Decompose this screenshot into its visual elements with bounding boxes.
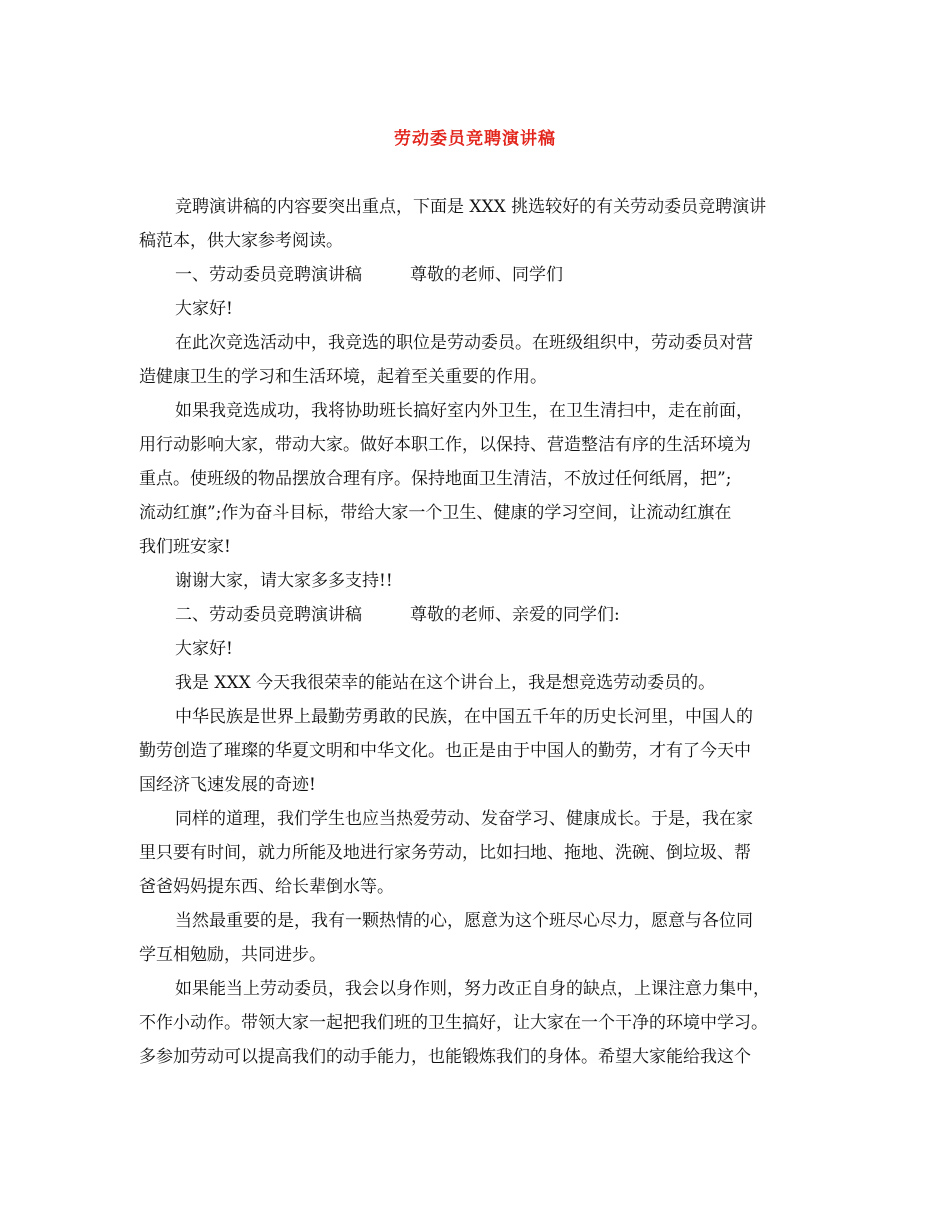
- document-body: [139, 190, 819, 1074]
- text-line: 稿范本，供大家参考阅读。: [139, 231, 343, 251]
- text-line: 用行动影响大家，带动大家。做好本职工作，以保持、营造整洁有序的生活环境为: [139, 435, 751, 455]
- text-line: 学互相勉励，共同进步。: [139, 945, 326, 965]
- text-line: 造健康卫生的学习和生活环境，起着至关重要的作用。: [139, 367, 547, 387]
- text-line: 爸爸妈妈提东西、给长辈倒水等。: [139, 877, 394, 897]
- section-heading-1: 一、劳动委员竞聘演讲稿 尊敬的老师、同学们: [175, 265, 563, 285]
- text-line: 当然最重要的是，我有一颗热情的心，愿意为这个班尽心尽力，愿意与各位同: [175, 911, 753, 931]
- section-heading-2: 二、劳动委员竞聘演讲稿 尊敬的老师、亲爱的同学们:: [175, 605, 620, 625]
- text-line: 我是 XXX 今天我很荣幸的能站在这个讲台上，我是想竞选劳动委员的。: [175, 673, 716, 693]
- text-line: 流动红旗”;作为奋斗目标，带给大家一个卫生、健康的学习空间，让流动红旗在: [139, 503, 732, 523]
- text-line: 大家好!: [175, 639, 233, 659]
- text-line: 中华民族是世界上最勤劳勇敢的民族，在中国五千年的历史长河里，中国人的: [175, 707, 753, 727]
- text-line: 勤劳创造了璀璨的华夏文明和中华文化。也正是由于中国人的勤劳，才有了今天中: [139, 741, 751, 761]
- text-line: 如果我竞选成功，我将协助班长搞好室内外卫生，在卫生清扫中，走在前面，: [175, 401, 753, 421]
- text-line: 大家好!: [175, 299, 233, 319]
- text-line: 竞聘演讲稿的内容要突出重点，下面是 XXX 挑选较好的有关劳动委员竞聘演讲: [175, 197, 767, 217]
- text-line: 如果能当上劳动委员，我会以身作则，努力改正自身的缺点，上课注意力集中，: [175, 979, 770, 999]
- text-line: 我们班安家!: [139, 537, 231, 557]
- text-line: 国经济飞速发展的奇迹!: [139, 775, 316, 795]
- text-line: 同样的道理，我们学生也应当热爱劳动、发奋学习、健康成长。于是，我在家: [175, 809, 753, 829]
- text-line: 谢谢大家，请大家多多支持!!: [175, 571, 393, 591]
- text-line: 多参加劳动可以提高我们的动手能力，也能锻炼我们的身体。希望大家能给我这个: [139, 1047, 751, 1067]
- text-line: 不作小动作。带领大家一起把我们班的卫生搞好，让大家在一个干净的环境中学习。: [139, 1013, 768, 1033]
- text-line: 在此次竞选活动中，我竞选的职位是劳动委员。在班级组织中，劳动委员对营: [175, 333, 753, 353]
- document-title: 劳动委员竞聘演讲稿: [394, 129, 556, 149]
- text-line: 重点。使班级的物品摆放合理有序。保持地面卫生清洁，不放过任何纸屑，把”;: [139, 469, 732, 489]
- text-line: 里只要有时间，就力所能及地进行家务劳动，比如扫地、拖地、洗碗、倒垃圾、帮: [139, 843, 751, 863]
